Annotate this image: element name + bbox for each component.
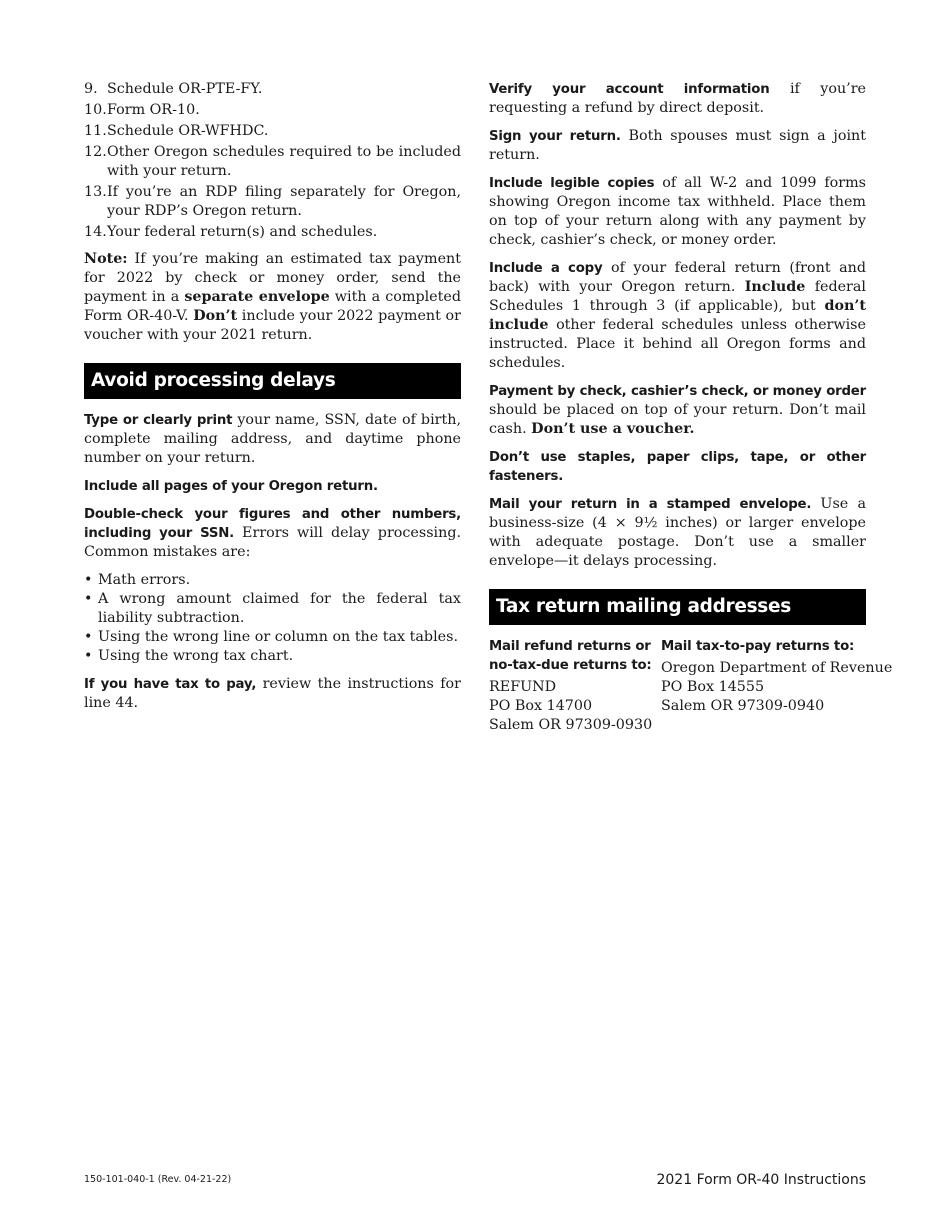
no-staples-paragraph: Don’t use staples, paper clips, tape, or other fasteners.: [489, 450, 866, 484]
list-item: • Using the wrong tax chart.: [84, 647, 461, 666]
mailing-addresses: [489, 637, 893, 735]
mailing-addresses-heading: Tax return mailing addresses: [489, 589, 866, 625]
list-item: • A wrong amount claimed for the federal tax liability subtraction.: [84, 590, 461, 628]
list-item: 10. Form OR-10.: [84, 102, 200, 118]
mail-envelope-paragraph: Mail your return in a stamped envelope. Use a business-size (4 × 9½ inches) or larger envelope with adequate postage. Don’t use a smaller envelope—it delays processing.: [489, 496, 866, 569]
sign-return-paragraph: Sign your return. Both spouses must sign a joint return.: [489, 128, 866, 163]
right-column: [489, 80, 893, 735]
address-line: Salem OR 97309-0940: [661, 698, 825, 714]
tax-to-pay-address-heading: Mail tax-to-pay returns to:: [661, 639, 855, 654]
address-line: PO Box 14555: [661, 679, 765, 695]
refund-address-heading: Mail refund returns or no-tax-due returns to:: [489, 639, 652, 673]
list-item: 14. Your federal return(s) and schedules.: [84, 224, 378, 240]
form-number: 150-101-040-1 (Rev. 04-21-22): [84, 1174, 232, 1185]
address-line: Salem OR 97309-0930: [489, 717, 653, 733]
tax-to-pay-address-column: [661, 637, 893, 735]
refund-address-column: [489, 637, 661, 735]
list-item: 11. Schedule OR-WFHDC.: [84, 123, 269, 139]
include-pages-paragraph: Include all pages of your Oregon return.: [84, 479, 378, 494]
address-line: Oregon Department of Revenue: [661, 660, 893, 676]
schedule-list: [84, 80, 461, 242]
type-print-paragraph: Type or clearly print your name, SSN, date of birth, complete mailing address, and daytime phone number on your return.: [84, 412, 461, 466]
list-item: • Using the wrong line or column on the tax tables.: [84, 628, 461, 647]
estimated-payment-note: Note: If you’re making an estimated tax payment for 2022 by check or money order, send the payment in a separate envelope with a completed Form OR-40-V. Don’t include your 2022 payment or voucher with your 2021 return.: [84, 251, 461, 343]
verify-account-paragraph: Verify your account information if you’re requesting a refund by direct deposit.: [489, 81, 867, 116]
left-column: [84, 80, 461, 722]
list-item: 13. If you’re an RDP filing separately for Oregon, your RDP’s Oregon return.: [84, 184, 461, 219]
page-footer-title: 2021 Form OR-40 Instructions: [656, 1172, 866, 1188]
legible-copies-paragraph: Include legible copies of all W-2 and 1099 forms showing Oregon income tax withheld. Place them on top of your return along with any payment by check, cashier’s check, or money order.: [489, 175, 866, 248]
address-line: REFUND: [489, 679, 557, 695]
common-mistakes-list: [84, 571, 461, 666]
avoid-delays-heading: Avoid processing delays: [84, 363, 461, 399]
federal-copy-paragraph: Include a copy of your federal return (front and back) with your Oregon return. Include federal Schedules 1 through 3 (if applicable), but don’t include other federal schedules unless otherwise instructed. Place it behind all Oregon forms and schedules.: [489, 260, 866, 371]
list-item: • Math errors.: [84, 571, 461, 590]
tax-to-pay-paragraph: If you have tax to pay, review the instructions for line 44.: [84, 676, 461, 711]
address-line: PO Box 14700: [489, 698, 593, 714]
list-item: 12. Other Oregon schedules required to be included with your return.: [84, 144, 461, 179]
double-check-paragraph: Double-check your figures and other numbers, including your SSN. Errors will delay processing. Common mistakes are:: [84, 507, 462, 560]
list-item: 9. Schedule OR-PTE-FY.: [84, 81, 263, 97]
payment-paragraph: Payment by check, cashier’s check, or money order should be placed on top of your return. Don’t mail cash. Don’t use a voucher.: [489, 384, 866, 437]
